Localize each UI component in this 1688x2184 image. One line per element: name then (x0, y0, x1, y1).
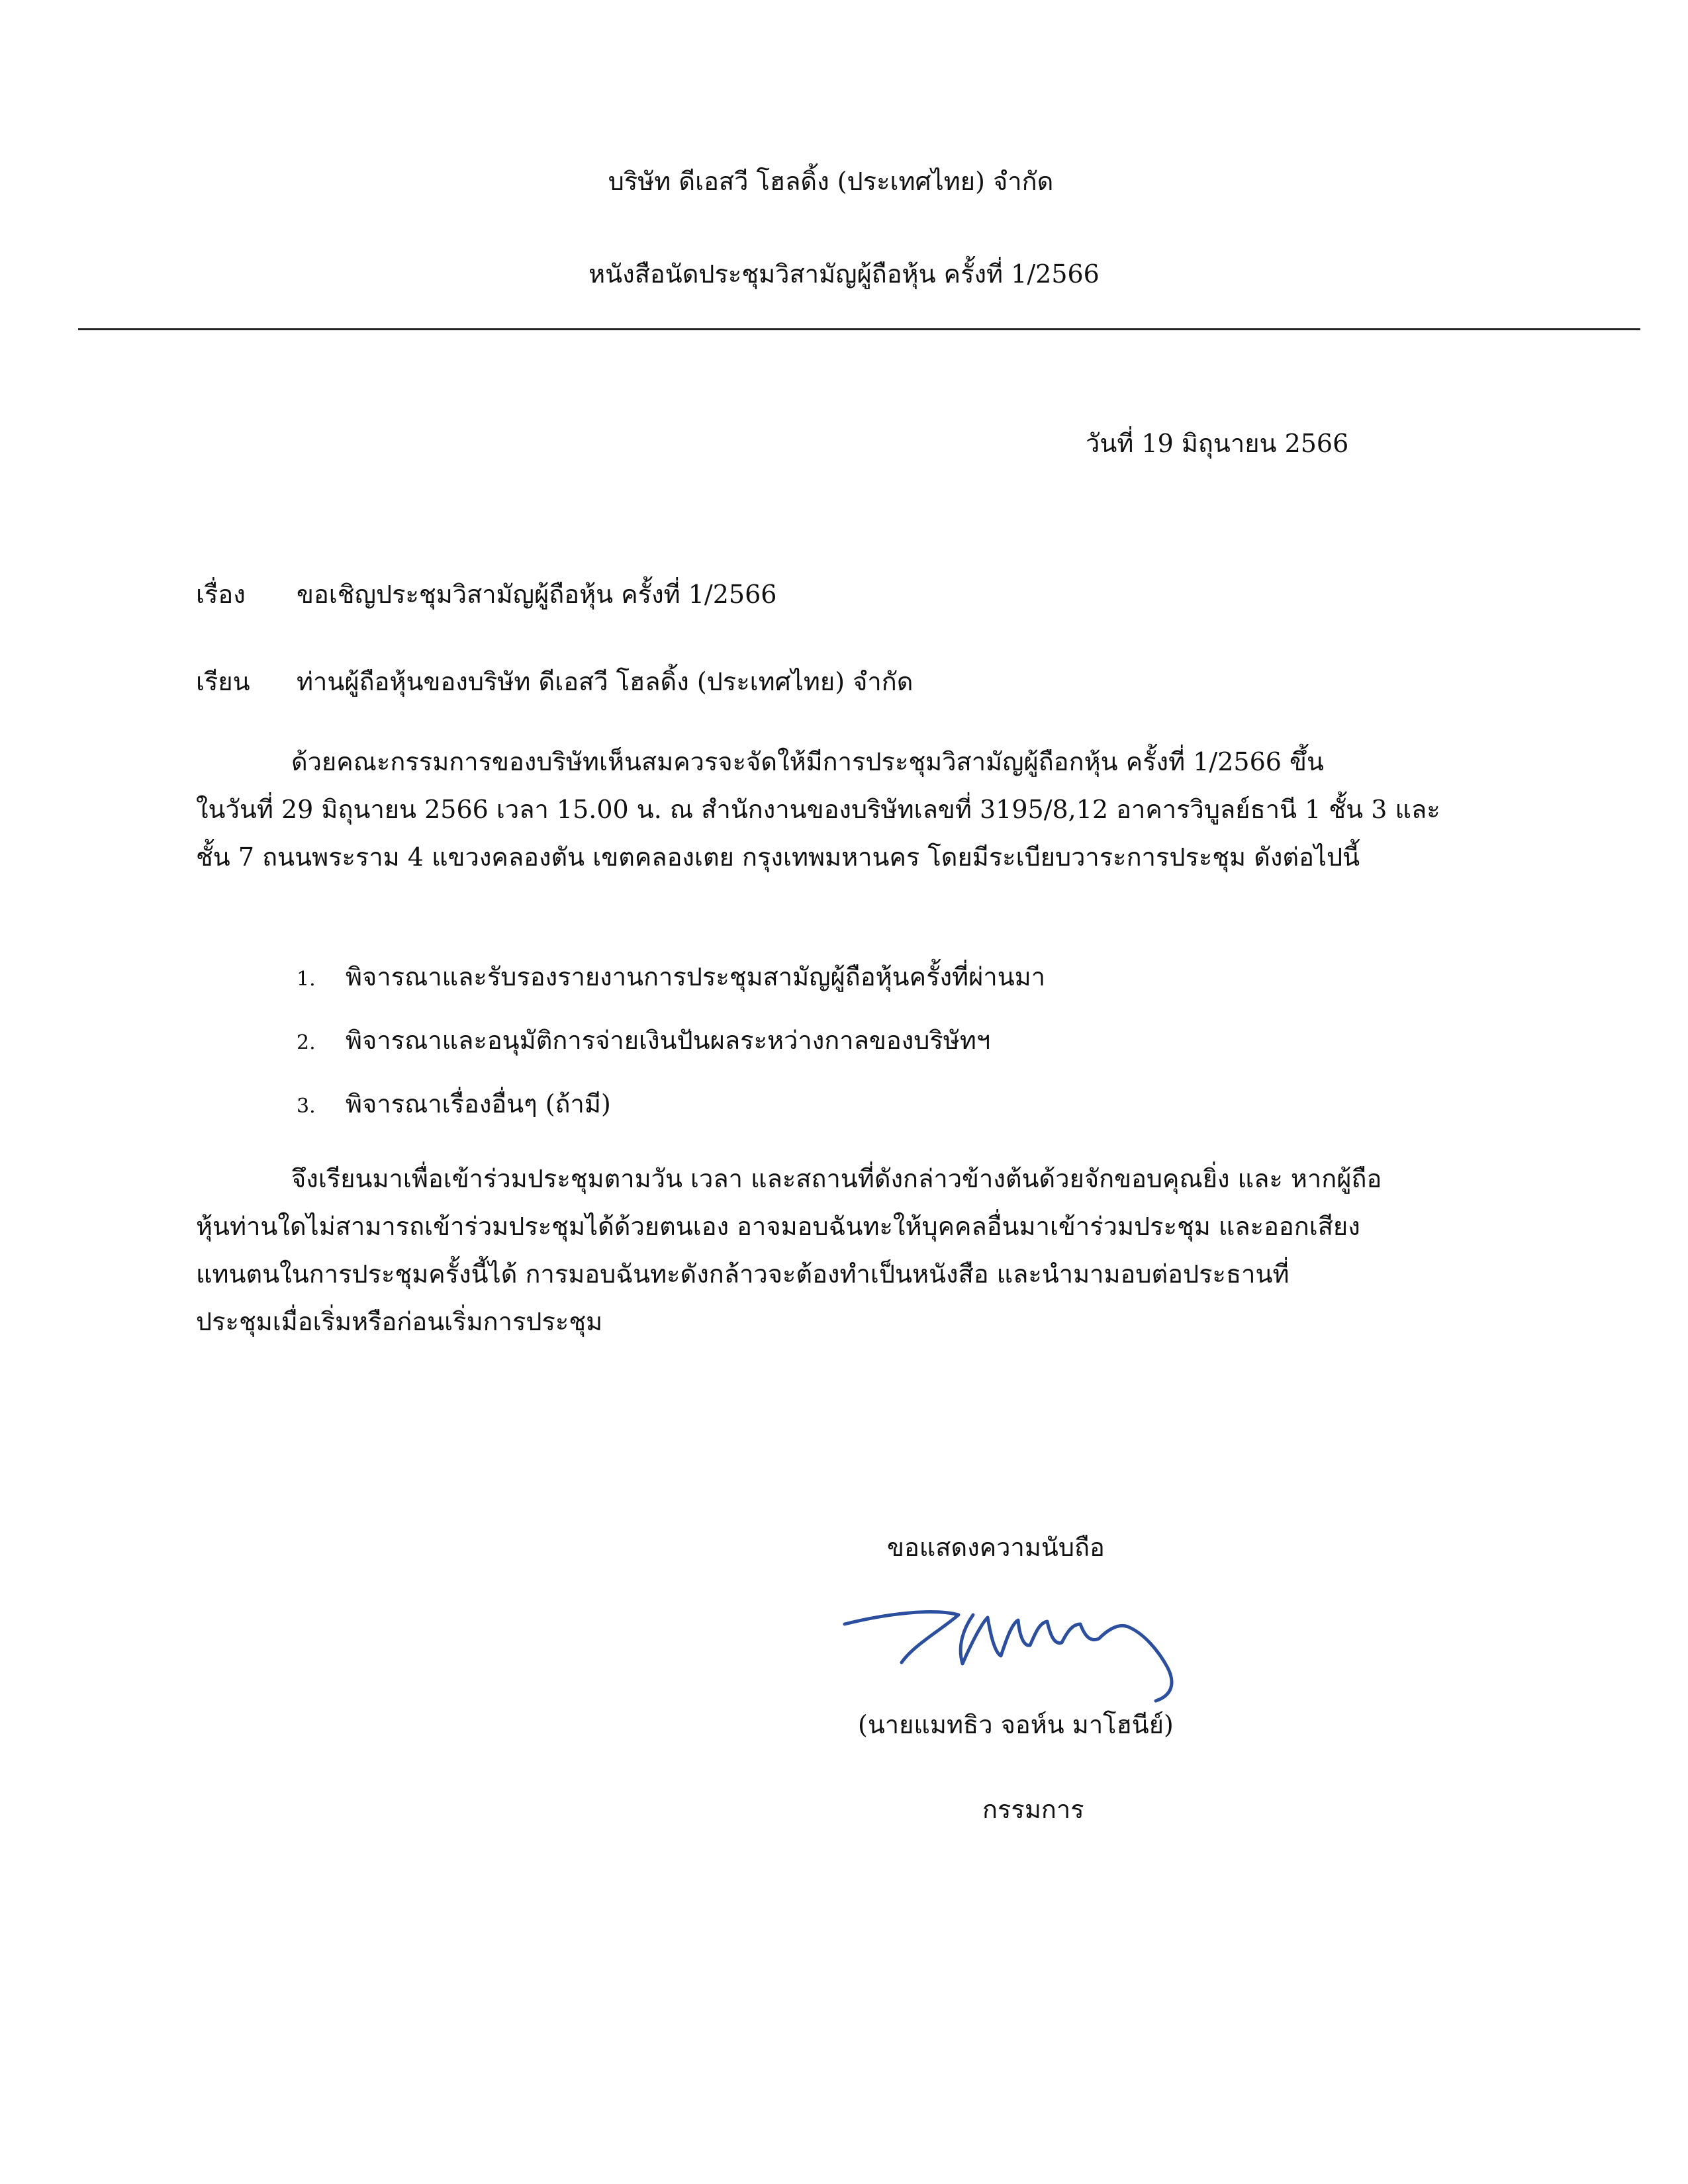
agenda-number: 1. (297, 968, 316, 991)
agenda-item (297, 1087, 611, 1124)
letter-date: วันที่ 19 มิถุนายน 2566 (1086, 429, 1349, 458)
paragraph-line: แทนตนในการประชุมครั้งนี้ได้ การมอบฉันทะดังกล้าวจะต้องทำเป็นหนังสือ และนำมามอบต่อประธานที่ (196, 1259, 1289, 1289)
paragraph-line: จึงเรียนมาเพื่อเข้าร่วมประชุมตามวัน เวลา และสถานที่ดังกล่าวข้างต้นด้วยจักขอบคุณยิ่ง และ หากผู้ถือ (291, 1164, 1382, 1193)
paragraph-line: ประชุมเมื่อเริ่มหรือก่อนเริ่มการประชุม (196, 1307, 603, 1336)
invitation-paragraph (196, 744, 1493, 887)
agenda-text: พิจารณาและรับรองรายงานการประชุมสามัญผู้ถือหุ้นครั้งที่ผ่านมา (346, 962, 1046, 991)
agenda-text: พิจารณาและอนุมัติการจ่ายเงินปันผลระหว่างกาลของบริษัทฯ (346, 1026, 991, 1055)
agenda-number: 3. (297, 1095, 316, 1118)
handwritten-signature (841, 1604, 1198, 1710)
subject-text: ขอเชิญประชุมวิสามัญผู้ถือหุ้น ครั้งที่ 1/2566 (297, 580, 777, 609)
subject-label: เรื่อง (196, 580, 246, 609)
recipient-text: ท่านผู้ถือหุ้นของบริษัท ดีเอสวี โฮลดิ้ง (ประเทศไทย) จำกัด (297, 667, 914, 696)
header-divider (78, 328, 1640, 330)
agenda-number: 2. (297, 1031, 316, 1054)
paragraph-line: ในวันที่ 29 มิถุนายน 2566 เวลา 15.00 น. ณ สำนักงานของบริษัทเลขที่ 3195/8,12 อาคารวิบูลย์ธานี 1 ชั้น 3 และ (196, 795, 1440, 824)
paragraph-line: หุ้นท่านใดไม่สามารถเข้าร่วมประชุมได้ด้วยตนเอง อาจมอบฉันทะให้บุคคลอื่นมาเข้าร่วมประชุม และออกเสียง (196, 1212, 1360, 1241)
paragraph-line: ด้วยคณะกรรมการของบริษัทเห็นสมควรจะจัดให้มีการประชุมวิสามัญผู้ถือกหุ้น ครั้งที่ 1/2566 ขึ้น (291, 747, 1324, 776)
paragraph-line: ชั้น 7 ถนนพระราม 4 แขวงคลองตัน เขตคลองเตย กรุงเทพมหานคร โดยมีระเบียบวาระการประชุม ดังต่อไปนี้ (196, 842, 1360, 872)
recipient-label: เรียน (196, 667, 250, 696)
company-name: บริษัท ดีเอสวี โฮลดิ้ง (ประเทศไทย) จำกัด (608, 167, 1054, 196)
agenda-item (297, 1023, 990, 1060)
notice-title: หนังสือนัดประชุมวิสามัญผู้ถือหุ้น ครั้งที่ 1/2566 (588, 259, 1100, 289)
closing-phrase: ขอแสดงความนับถือ (887, 1533, 1105, 1562)
signatory-position: กรรมการ (982, 1795, 1084, 1824)
agenda-text: พิจารณาเรื่องอื่นๆ (ถ้ามี) (346, 1089, 611, 1118)
agenda-item (297, 960, 1045, 997)
signatory-name: (นายแมทธิว จอห์น มาโฮนีย์) (858, 1710, 1174, 1739)
proxy-paragraph (196, 1161, 1493, 1351)
